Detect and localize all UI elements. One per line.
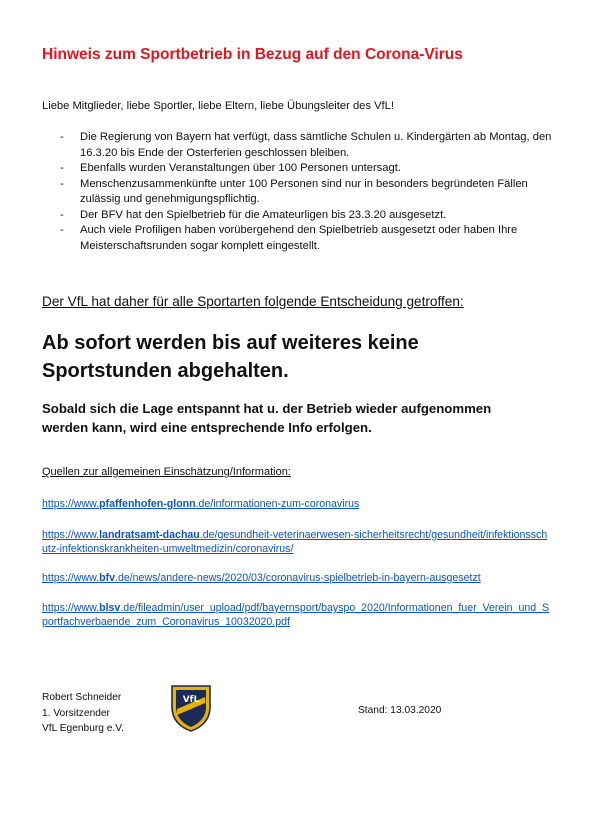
- bullet-dash: -: [60, 224, 64, 236]
- bullet-dash: -: [60, 162, 64, 174]
- bullet-text: Der BFV hat den Spielbetrieb für die Amateurligen bis 23.3.20 ausgesetzt.: [80, 208, 447, 221]
- signature-club: VfL Egenburg e.V.: [42, 723, 124, 734]
- list-item: [60, 177, 560, 208]
- link-domain: pfaffenhofen-glonn: [99, 498, 196, 510]
- link-domain: bfv: [99, 572, 115, 584]
- bullet-text: Menschenzusammenkünfte unter 100 Personen sind nur in besonders begründeten Fällen zulässig und genehmigungspflichtig.: [80, 177, 528, 205]
- link-path: .de/news/andere-news/2020/03/coronavirus-spielbetrieb-in-bayern-ausgesetzt: [115, 572, 481, 584]
- list-item: [60, 208, 560, 224]
- link-prefix: https://www.: [42, 572, 100, 584]
- bullet-dash: -: [60, 131, 64, 143]
- sources-label: Quellen zur allgemeinen Einschätzung/Information:: [42, 466, 291, 478]
- link-prefix: https://www.: [42, 529, 100, 541]
- link-path: .de/informationen-zum-coronavirus: [195, 498, 360, 510]
- club-crest-icon: [169, 683, 213, 733]
- signature-name: Robert Schneider: [42, 692, 122, 703]
- signature-block: [42, 690, 124, 737]
- page-title: Hinweis zum Sportbetrieb in Bezug auf den Corona-Virus: [42, 46, 463, 63]
- source-link-bfv[interactable]: [42, 571, 552, 585]
- link-prefix: https://www.: [42, 498, 100, 510]
- bullet-text: Ebenfalls wurden Veranstaltungen über 100 Personen untersagt.: [80, 162, 401, 174]
- bullet-dash: -: [60, 208, 64, 221]
- link-domain: blsv: [99, 602, 121, 614]
- bullet-dash: -: [60, 177, 64, 190]
- decision-heading: Der VfL hat daher für alle Sportarten folgende Entscheidung getroffen:: [42, 294, 464, 309]
- source-link-landratsamt[interactable]: [42, 528, 552, 556]
- bullet-text: Auch viele Profiligen haben vorübergehend den Spielbetrieb ausgesetzt oder haben Ihre Meisterschaftsrunden sogar komplett eingestellt.: [80, 224, 518, 252]
- bullet-list: [60, 130, 560, 254]
- link-path: .de/gesundheit-veterinaerwesen-sicherheitsrecht/gesundheit/infektionsschutz-infektionskrankheiten-umweltmedizin/coronavirus/: [42, 529, 548, 555]
- subline: Sobald sich die Lage entspannt hat u. der Betrieb wieder aufgenommen werden kann, wird eine entsprechende Info erfolgen.: [42, 401, 492, 435]
- link-domain: landratsamt-dachau: [99, 529, 200, 541]
- list-item: [60, 130, 560, 161]
- source-link-pfaffenhofen[interactable]: [42, 497, 552, 511]
- bullet-text: Die Regierung von Bayern hat verfügt, dass sämtliche Schulen u. Kindergärten ab Montag, den 16.3.20 bis Ende der Osterferien geschlossen bleiben.: [80, 131, 552, 159]
- link-path: .de/fileadmin/user_upload/pdf/bayernsport/bayspo_2020/Informationen_fuer_Verein_und_Sportfachverbaende_zum_Coronavirus_10032020.pdf: [42, 602, 550, 628]
- signature-role: 1. Vorsitzender: [42, 707, 110, 719]
- stand-date: Stand: 13.03.2020: [358, 705, 442, 716]
- crest-text: VfL: [182, 695, 200, 705]
- headline: Ab sofort werden bis auf weiteres keine Sportstunden abgehalten.: [42, 332, 419, 382]
- greeting-text: Liebe Mitglieder, liebe Sportler, liebe Eltern, liebe Übungsleiter des VfL!: [42, 100, 394, 112]
- list-item: [60, 223, 560, 254]
- list-item: [60, 161, 560, 177]
- source-link-blsv[interactable]: [42, 601, 552, 629]
- link-prefix: https://www.: [42, 602, 100, 614]
